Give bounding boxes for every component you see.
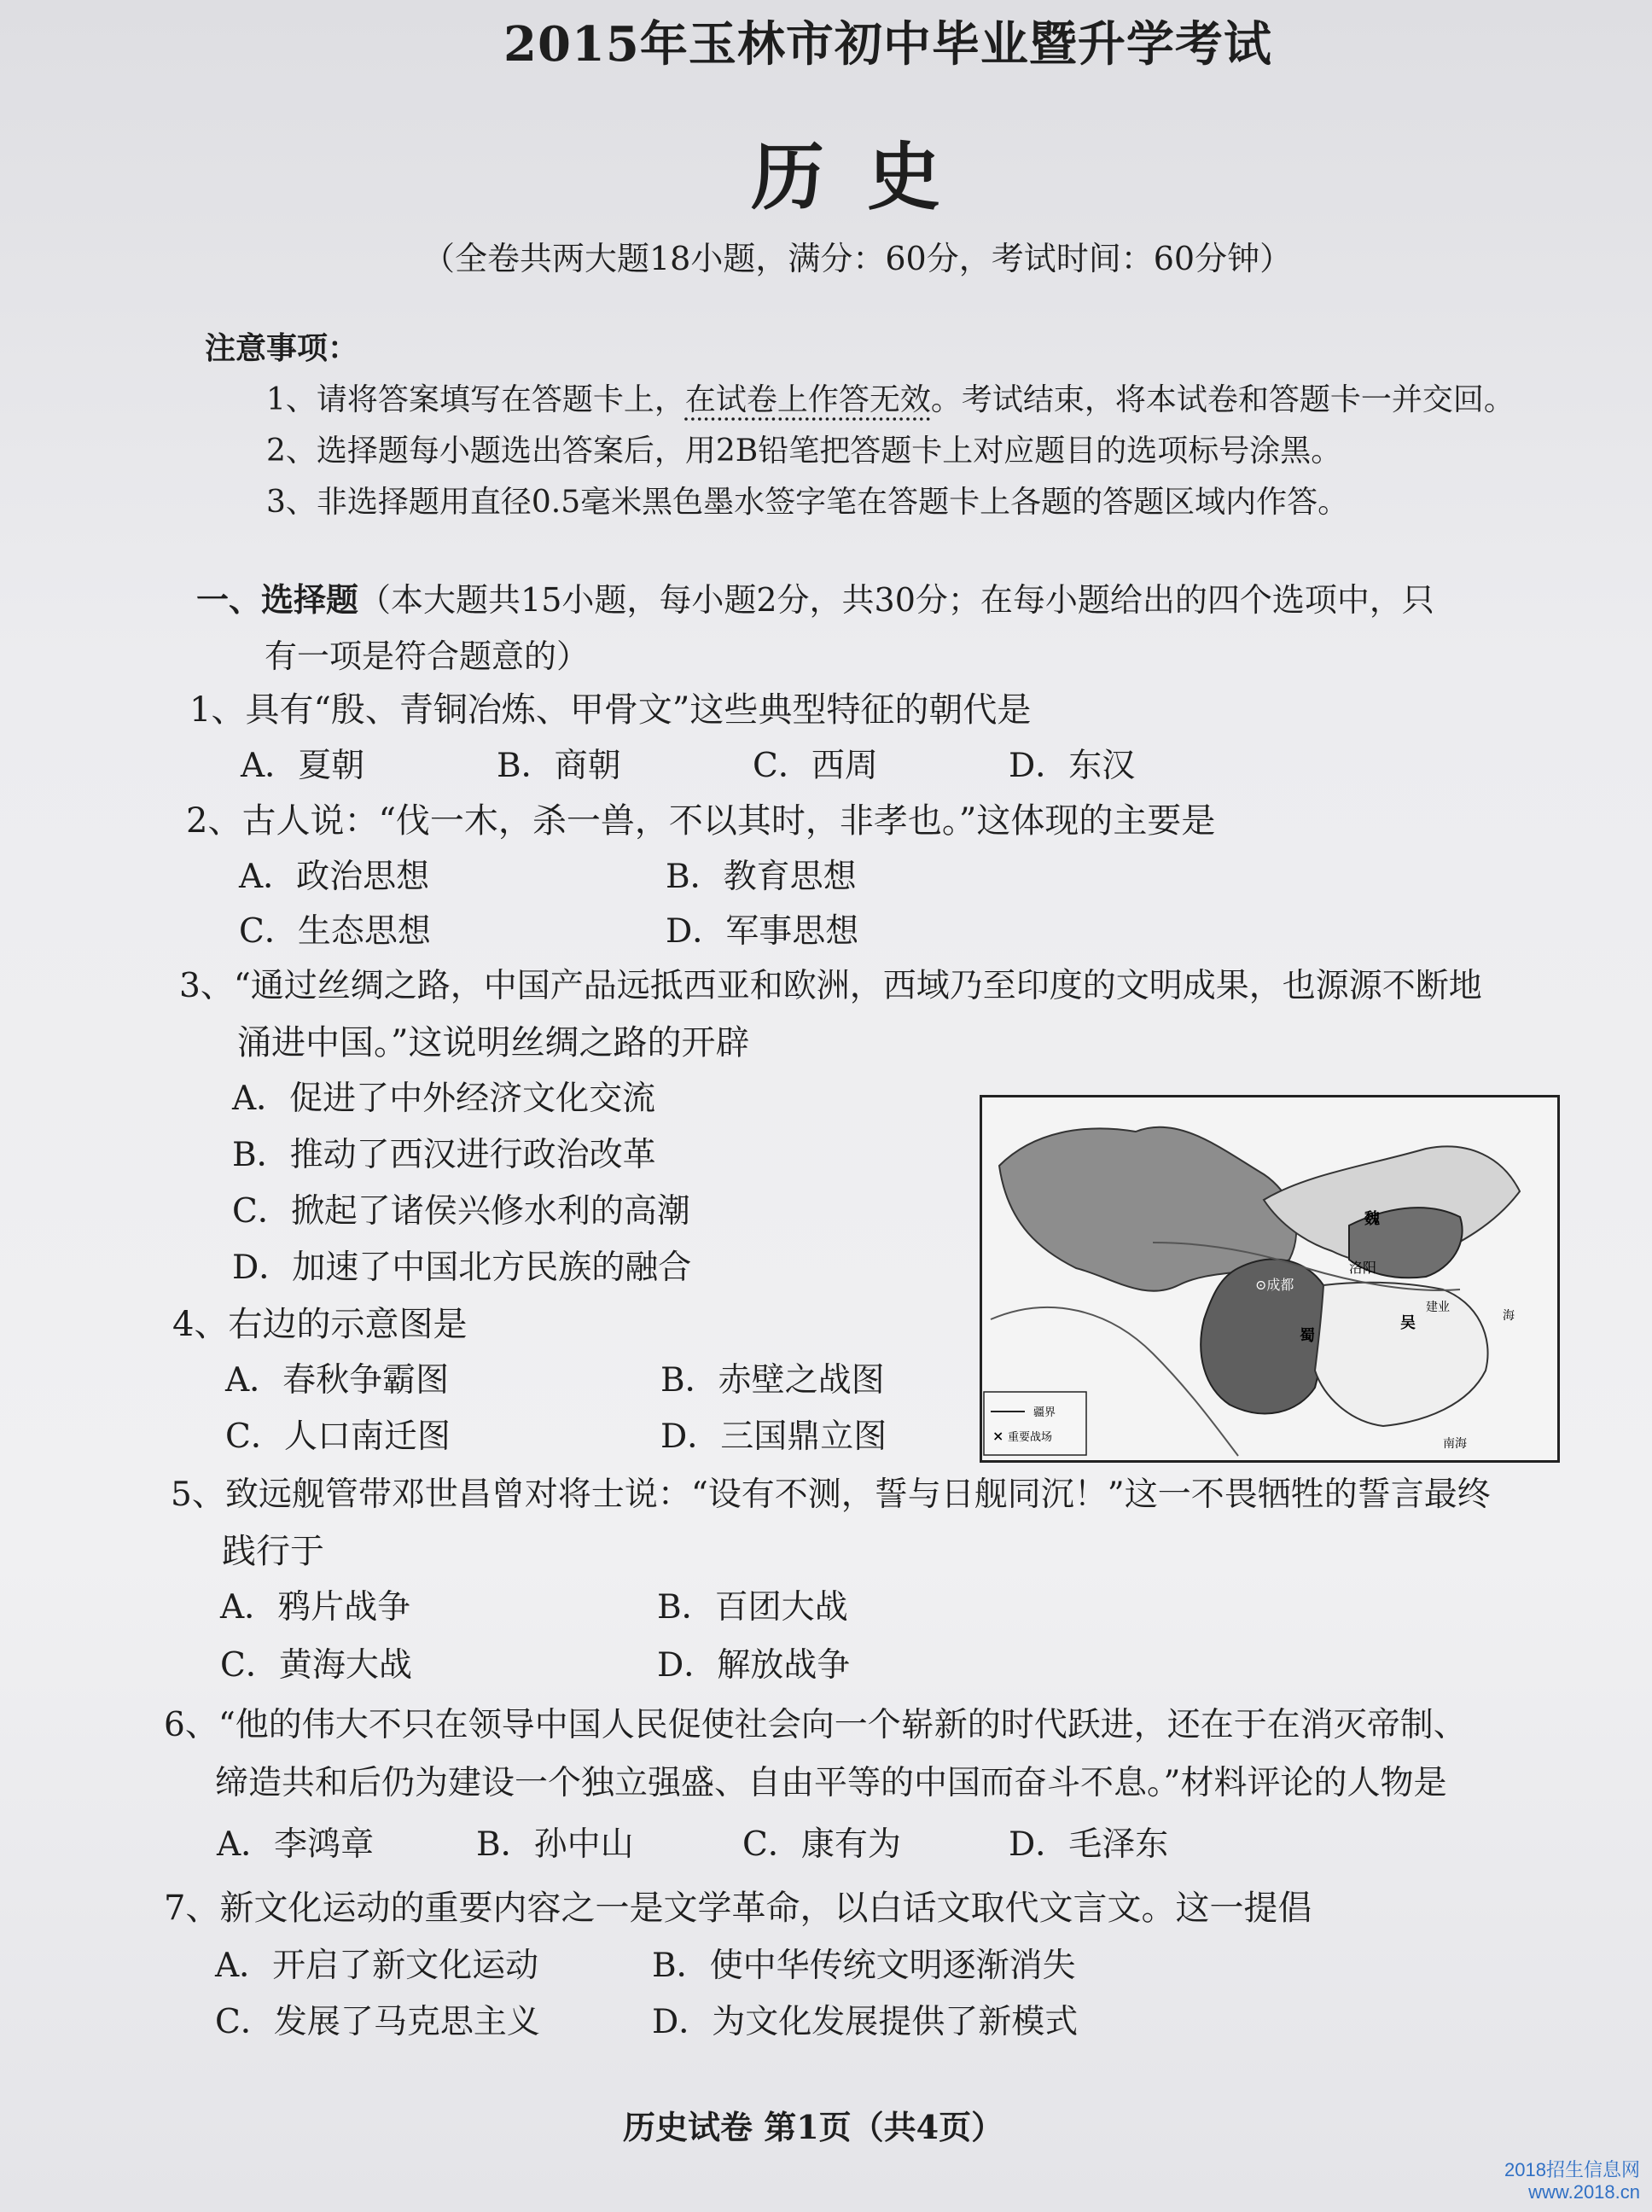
option: B．教育思想	[666, 858, 857, 896]
option: B．孙中山	[476, 1825, 634, 1864]
note-text: 3、非选择题用直径0.5毫米黑色墨水签字笔在答题卡上各题的答题区域内作答。	[266, 485, 1349, 520]
map-label-chengdu: ⊙成都	[1255, 1277, 1294, 1293]
map-label-nanhai: 南海	[1443, 1437, 1467, 1451]
option: D．军事思想	[666, 912, 859, 951]
section-description: （本大题共15小题，每小题2分，共30分；在每小题给出的四个选项中，只	[358, 581, 1434, 619]
note-text: 。考试结束，将本试卷和答题卡一并交回。	[930, 382, 1515, 417]
option: C．西周	[753, 747, 878, 785]
option: D．东汉	[1009, 747, 1136, 785]
map-label-wei: 魏	[1364, 1210, 1380, 1228]
option: A．政治思想	[239, 858, 430, 896]
option: C．黄海大战	[220, 1646, 412, 1685]
option: A．李鸿章	[217, 1825, 375, 1864]
legend-battle-icon: ×	[992, 1428, 1004, 1444]
question-stem: 4、右边的示意图是	[172, 1305, 468, 1344]
map-label-jianye: 建业	[1426, 1301, 1450, 1314]
watermark	[1504, 2159, 1640, 2203]
question-stem-cont: 涌进中国。”这说明丝绸之路的开辟	[237, 1023, 750, 1062]
notes-heading: 注意事项：	[205, 330, 359, 366]
question-stem-cont: 践行于	[222, 1532, 324, 1571]
option: C．康有为	[742, 1825, 901, 1864]
option: A．促进了中外经济文化交流	[232, 1080, 656, 1118]
option: D．为文化发展提供了新模式	[652, 2003, 1079, 2041]
subject-title: 历史	[751, 134, 983, 220]
option: C．生态思想	[239, 912, 431, 951]
note-item	[266, 375, 1515, 419]
note-text: 2、选择题每小题选出答案后，用2B铅笔把答题卡上对应题目的选项标号涂黑。	[266, 434, 1342, 469]
option: D．加速了中国北方民族的融合	[232, 1249, 692, 1287]
section-header	[196, 573, 1434, 620]
option: A．开启了新文化运动	[215, 1947, 539, 1985]
option: B．赤壁之战图	[660, 1361, 885, 1400]
page-footer: 历史试卷 第1页（共4页）	[623, 2108, 1004, 2146]
question-stem: 2、古人说：“伐一木，杀一兽，不以其时，非孝也。”这体现的主要是	[186, 801, 1216, 841]
note-emphasis: 在试卷上作答无效	[684, 382, 931, 417]
option: C．人口南迁图	[225, 1417, 451, 1456]
note-item	[266, 478, 1348, 521]
option: B．百团大战	[657, 1588, 848, 1627]
question-stem: 6、“他的伟大不只在领导中国人民促使社会向一个崭新的时代跃进，还在于在消灭帝制、	[164, 1706, 1467, 1744]
map-drawing	[982, 1097, 1557, 1460]
question-stem-cont: 缔造共和后仍为建设一个独立强盛、自由平等的中国而奋斗不息。”材料评论的人物是	[215, 1764, 1447, 1802]
legend-border-label: 疆界	[1033, 1406, 1056, 1419]
option: B．使中华传统文明逐渐消失	[652, 1947, 1076, 1985]
exam-title: 2015年玉林市初中毕业暨升学考试	[503, 16, 1272, 73]
question-stem: 1、具有“殷、青铜冶炼、甲骨文”这些典型特征的朝代是	[189, 690, 1032, 730]
option: D．毛泽东	[1009, 1825, 1169, 1864]
note-item	[266, 427, 1341, 470]
watermark-title: 2018招生信息网	[1504, 2159, 1640, 2180]
exam-info: （全卷共两大题18小题，满分：60分，考试时间：60分钟）	[422, 240, 1293, 277]
option: A．鸦片战争	[220, 1588, 411, 1627]
option: C．发展了马克思主义	[215, 2003, 540, 2041]
question-stem: 7、新文化运动的重要内容之一是文学革命，以白话文取代文言文。这一提倡	[164, 1889, 1312, 1928]
map-label-shu: 蜀	[1300, 1327, 1315, 1345]
map-label-wu: 吴	[1400, 1314, 1416, 1332]
question-stem: 5、致远舰管带邓世昌曾对将士说：“设有不测，誓与日舰同沉！”这一不畏牺牲的誓言最终	[171, 1476, 1491, 1514]
option: B．商朝	[497, 747, 621, 785]
section-description-cont: 有一项是符合题意的）	[265, 637, 590, 675]
wu-territory-shape	[1315, 1283, 1488, 1426]
option: A．夏朝	[241, 747, 365, 785]
option: D．解放战争	[657, 1646, 851, 1685]
option: D．三国鼎立图	[660, 1417, 887, 1456]
option: A．春秋争霸图	[225, 1361, 450, 1400]
map-label-sea: 海	[1503, 1309, 1515, 1323]
section-title: 一、选择题	[196, 580, 359, 619]
legend-battle-label: 重要战场	[1008, 1431, 1053, 1444]
option: C．掀起了诸侯兴修水利的高潮	[232, 1192, 690, 1231]
watermark-url: www.2018.cn	[1528, 2181, 1640, 2203]
question-stem: 3、“通过丝绸之路，中国产品远抵西亚和欧洲，西域乃至印度的文明成果，也源源不断地	[179, 967, 1482, 1005]
map-legend-box	[984, 1392, 1086, 1455]
option: B．推动了西汉进行政治改革	[232, 1136, 656, 1174]
three-kingdoms-map	[980, 1095, 1560, 1463]
note-text: 1、请将答案填写在答题卡上，	[266, 382, 685, 417]
map-label-luoyang: 洛阳	[1349, 1260, 1377, 1276]
